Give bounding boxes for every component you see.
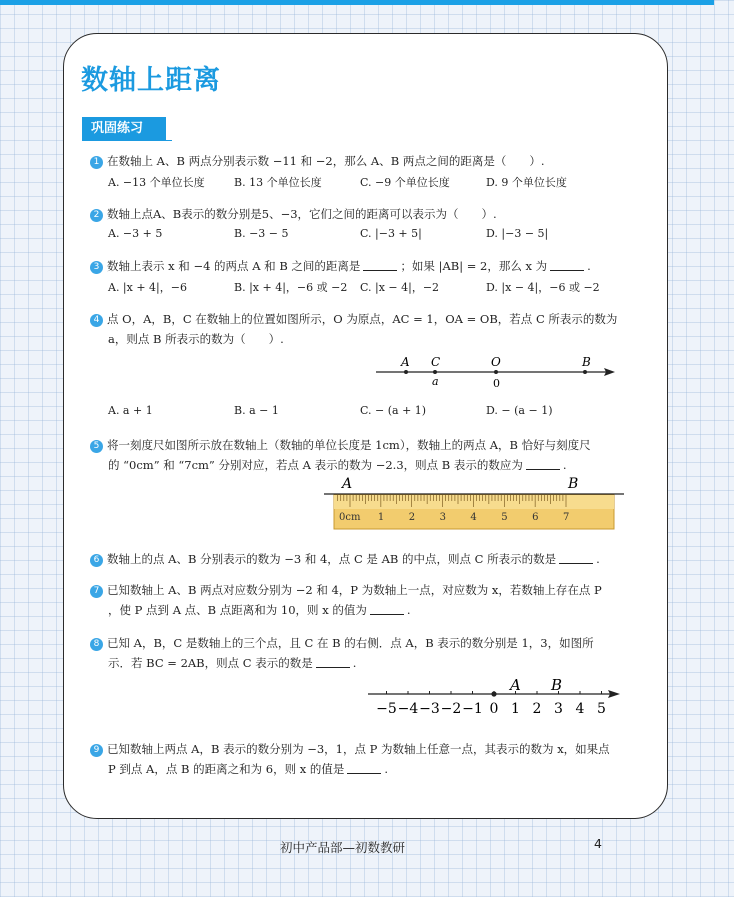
ruler-number: 2 [408, 512, 416, 523]
top-accent-bar [0, 0, 714, 5]
option[interactable]: C. − (a + 1) [360, 404, 427, 417]
question-3 [90, 256, 591, 276]
question-number: 7 [90, 585, 103, 598]
tick-label: 1 [511, 701, 520, 717]
question-text: 示．若 BC = 2AB，则点 C 表示的数是 [108, 656, 313, 670]
period: . [562, 458, 567, 472]
page-title: 数轴上距离 [81, 65, 221, 96]
question-number: 3 [90, 261, 103, 274]
question-9 [90, 739, 610, 759]
question-text: 已知 A，B，C 是数轴上的三个点，且 C 在 B 的右侧．点 A，B 表示的数分别是 1，3，如图所 [107, 636, 594, 650]
question-7-line2 [108, 600, 411, 620]
number-line-figure-4 [370, 350, 622, 392]
answer-blank[interactable] [370, 603, 404, 615]
question-text: 的 “0cm” 和 “7cm” 分别对应，若点 A 表示的数为 −2.3，则点 B 表示的数应为 [108, 458, 523, 472]
question-text: 数轴上点A、B表示的数分别是5、−3，它们之间的距离可以表示为（ ）. [107, 207, 497, 221]
answer-blank[interactable] [347, 762, 381, 774]
ruler-number: 6 [532, 512, 539, 523]
question-text: 将一刻度尺如图所示放在数轴上（数轴的单位长度是 1cm），数轴上的两点 A，B 恰好与刻度尺 [107, 438, 591, 452]
label-b: B [582, 355, 591, 369]
option[interactable]: A. −3 + 5 [108, 227, 163, 240]
ruler-number: 3 [439, 512, 446, 523]
section-underline [166, 140, 172, 141]
label-a: A [401, 355, 410, 369]
option[interactable]: D. 9 个单位长度 [486, 176, 567, 189]
footer-text: 初中产品部—初数教研 [280, 840, 406, 855]
option[interactable]: B. a − 1 [234, 404, 279, 417]
label-b: B [551, 676, 563, 694]
option[interactable]: D. |x − 4|，−6 或 −2 [486, 281, 600, 294]
tick-label: −2 [440, 701, 462, 717]
option[interactable]: B. |x + 4|，−6 或 −2 [234, 281, 348, 294]
ruler-number: 5 [501, 512, 508, 523]
ruler-scale-band [334, 495, 614, 509]
option[interactable]: A. a + 1 [108, 404, 153, 417]
page-number: 4 [594, 836, 602, 851]
question-text: 点 O，A，B，C 在数轴上的位置如图所示，O 为原点，AC = 1，OA = OB，若点 C 所表示的数为 [107, 312, 618, 326]
question-8-line2 [108, 653, 356, 673]
label-c: C [431, 355, 441, 369]
question-text: 数轴上表示 x 和 −4 的两点 A 和 B 之间的距离是 [107, 259, 361, 273]
label-a: A [342, 476, 353, 492]
period: . [596, 552, 600, 566]
question-number: 2 [90, 209, 103, 222]
ruler-number: 1 [377, 512, 385, 523]
question-9-line2 [108, 759, 388, 779]
question-number: 5 [90, 440, 103, 453]
period: . [406, 603, 411, 617]
point-b [583, 370, 587, 374]
option[interactable]: B. 13 个单位长度 [234, 176, 322, 189]
tick-label: −1 [462, 701, 483, 717]
question-text: ，使 P 点到 A 点、B 点距离和为 10，则 x 的值为 [108, 603, 367, 617]
question-text: P 到点 A，点 B 的距离之和为 6，则 x 的值是 [108, 762, 345, 776]
tick-label: −3 [419, 701, 440, 717]
tick-label: 0 [489, 701, 499, 717]
label-a: A [510, 676, 521, 694]
question-number: 6 [90, 554, 103, 567]
period: . [587, 259, 591, 273]
answer-blank[interactable] [550, 259, 584, 271]
option[interactable]: B. −3 − 5 [234, 227, 289, 240]
option[interactable]: C. |−3 + 5| [360, 227, 422, 240]
answer-blank[interactable] [316, 656, 350, 668]
question-5 [90, 435, 591, 455]
section-label: 巩固练习 [82, 117, 166, 141]
answer-blank[interactable] [559, 552, 593, 564]
question-1 [90, 151, 544, 171]
question-4 [90, 309, 617, 329]
value-o: 0 [493, 377, 500, 390]
tick-label: 2 [532, 701, 542, 717]
question-6 [90, 549, 600, 569]
option[interactable]: D. − (a − 1) [486, 404, 553, 417]
point-o [494, 370, 498, 374]
question-number: 4 [90, 314, 103, 327]
axis-ticks [376, 691, 606, 717]
point-c [433, 370, 437, 374]
option[interactable]: C. |x − 4|，−2 [360, 281, 440, 294]
question-2 [90, 204, 497, 224]
question-text: ；如果 |AB| = 2，那么 x 为 [400, 259, 548, 273]
question-number: 9 [90, 744, 103, 757]
option[interactable]: C. −9 个单位长度 [360, 176, 450, 189]
tick-label: 3 [554, 701, 563, 717]
question-4-line2 [108, 329, 284, 349]
option[interactable]: D. |−3 − 5| [486, 227, 549, 240]
question-text: a，则点 B 所表示的数为（ ）. [108, 332, 284, 346]
value-c: a [432, 375, 439, 388]
number-line-figure-8 [362, 672, 626, 722]
ruler-zero-label: 0cm [339, 512, 361, 523]
ruler-number: 7 [563, 512, 570, 523]
question-text: 在数轴上 A、B 两点分别表示数 −11 和 −2，那么 A、B 两点之间的距离是（ ）. [107, 154, 545, 168]
period: . [352, 656, 357, 670]
option[interactable]: A. −13 个单位长度 [108, 176, 205, 189]
ruler-number: 4 [470, 512, 477, 523]
question-7 [90, 580, 602, 600]
question-number: 1 [90, 156, 103, 169]
tick-label: −4 [397, 701, 419, 717]
answer-blank[interactable] [363, 259, 397, 271]
question-number: 8 [90, 638, 103, 651]
question-text: 已知数轴上 A、B 两点对应数分别为 −2 和 4，P 为数轴上一点，对应数为 x，若数轴上存在点 P [107, 583, 602, 597]
answer-blank[interactable] [526, 458, 560, 470]
ruler-figure-5 [322, 474, 628, 534]
label-o: O [491, 355, 501, 369]
tick-label: 5 [597, 701, 606, 717]
question-5-line2 [108, 455, 567, 475]
question-8 [90, 633, 594, 653]
tick-label: −5 [376, 701, 397, 717]
label-b: B [568, 476, 579, 492]
option[interactable]: A. |x + 4|，−6 [108, 281, 187, 294]
tick-label: 4 [575, 701, 585, 717]
question-text: 数轴上的点 A、B 分别表示的数为 −3 和 4，点 C 是 AB 的中点，则点 C 所表示的数是 [107, 552, 557, 566]
origin-point [491, 691, 496, 696]
point-a [404, 370, 408, 374]
period: . [384, 762, 389, 776]
question-text: 已知数轴上两点 A，B 表示的数分别为 −3，1，点 P 为数轴上任意一点，其表示的数为 x，如果点 [107, 742, 610, 756]
